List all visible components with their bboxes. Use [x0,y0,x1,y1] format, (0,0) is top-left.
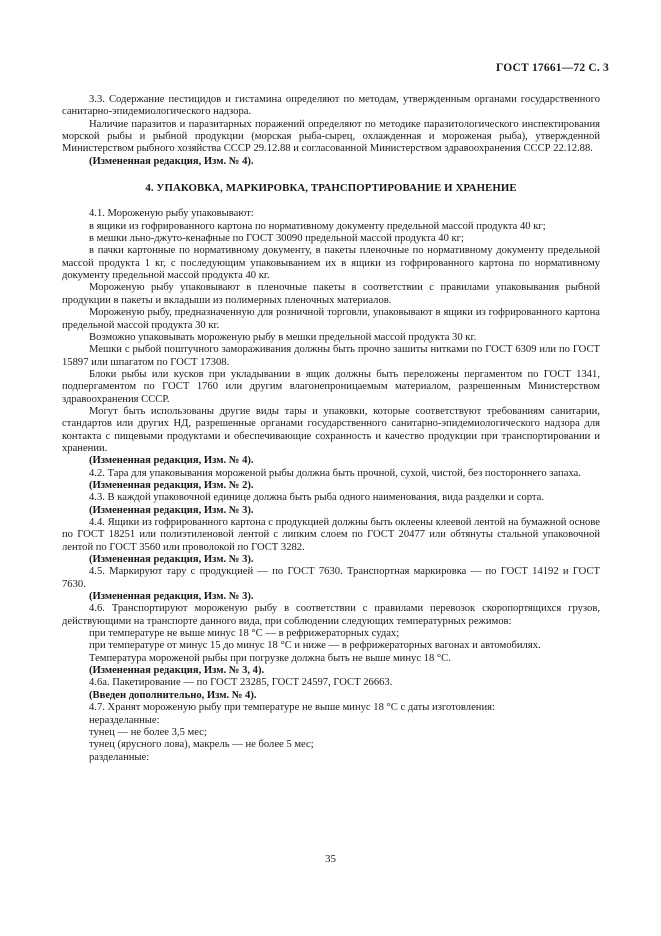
amendment-note: (Измененная редакция, Изм. № 3). [89,504,254,516]
paragraph: неразделанные: [89,714,160,726]
paragraph: 4.4. Ящики из гофрированного картона с продукцией должны быть оклеены клеевой лентой на бумажной основе по ГОСТ 18251 или полиэтиленовой лентой с липким слоем по ГОСТ 20477 или обтянуты стальной упаковочной лентой по ГОСТ 3560 или проволокой по ГОСТ 3282. [62,517,600,553]
section-4-content [62,208,600,763]
paragraph: Мешки с рыбой поштучного замораживания должны быть прочно зашиты нитками по ГОСТ 6309 или по ГОСТ 15897 или шпагатом по ГОСТ 17308. [62,344,600,368]
paragraph: в мешки льно-джуто-кенафные по ГОСТ 30090 предельной массой продукта 40 кг; [89,233,464,245]
amendment-note: (Измененная редакция, Изм. № 3). [89,554,254,566]
paragraph: Блоки рыбы или кусков при укладывании в ящик должны быть переложены пергаментом по ГОСТ 1341, подпергаментом по ГОСТ 1760 или другим влагонепроницаемым материалом, разрешенным Министерством здравоохранения СССР. [62,368,600,405]
amendment-note: (Измененная редакция, Изм. № 4). [89,455,254,467]
paragraph: Температура мороженой рыбы при погрузке должна быть не выше минус 18 °С. [89,652,451,664]
amendment-note: (Введен дополнительно, Изм. № 4). [89,689,257,701]
paragraph: 4.6а. Пакетирование — по ГОСТ 23285, ГОСТ 24597, ГОСТ 26663. [89,677,393,689]
paragraph: тунец — не более 3,5 мес; [89,726,207,738]
paragraph: 4.1. Мороженую рыбу упаковывают: [89,208,254,220]
paragraph: 4.7. Хранят мороженую рыбу при температуре не выше минус 18 °С с даты изготовления: [89,702,495,714]
paragraph: при температуре не выше минус 18 °С — в рефрижераторных судах; [89,628,400,640]
document-body [62,94,600,764]
paragraph: тунец (ярусного лова), макрель — не более 5 мес; [89,739,314,751]
section-4-title: 4. УПАКОВКА, МАРКИРОВКА, ТРАНСПОРТИРОВАНИЕ И ХРАНЕНИЕ [145,182,517,195]
paragraph: 4.3. В каждой упаковочной единице должна быть рыба одного наименования, вида разделки и сорта. [89,492,545,504]
paragraph: Наличие паразитов и паразитарных поражений определяют по методике паразитологического инспектирования морской рыбы и рыбной продукции (морская рыба-сырец, охлажденная и мороженая рыба), утвержденной Министерством рыбного хозяйства СССР 29.12.88 и согласованной Министерством здравоохранения СССР 22.12.88. [62,118,600,155]
paragraph: в пачки картонные по нормативному документу, в пакеты пленочные по нормативному документу предельной массой продукта 1 кг, с последующим упаковыванием их в ящики из гофрированного картона по нормативному документу предельной массой продукта 40 кг. [62,245,600,282]
paragraph: 4.5. Маркируют тару с продукцией — по ГОСТ 7630. Транспортная маркировка — по ГОСТ 14192 и ГОСТ 7630. [62,566,600,590]
paragraph: при температуре от минус 15 до минус 18 °С и ниже — в рефрижераторных вагонах и автомобилях. [89,640,541,652]
paragraph: Могут быть использованы другие виды тары и упаковки, которые соответствуют требованиям санитарии, стандартов или других НД, разрешенные органами государственного санитарно-эпидемиологического надзора для контакта с пищевыми продуктами и обеспечивающие сохранность и качество продукции при транспортировании и хранении. [62,405,600,454]
paragraph: Мороженую рыбу, предназначенную для розничной торговли, упаковывают в ящики из гофрированного картона предельной массой продукта 30 кг. [62,307,600,331]
paragraph: 4.2. Тара для упаковывания мороженой рыбы должна быть прочной, сухой, чистой, без постороннего запаха. [89,467,581,479]
paragraph: 3.3. Содержание пестицидов и гистамина определяют по методам, утвержденным органами государственного санитарно-эпидемиологического надзора. [62,94,600,118]
page-number: 35 [325,853,336,865]
paragraph: разделанные: [89,751,150,763]
amendment-note: (Измененная редакция, Изм. № 3, 4). [89,665,265,677]
amendment-note: (Измененная редакция, Изм. № 4). [89,155,254,167]
paragraph: Возможно упаковывать мороженую рыбу в мешки предельной массой продукта 30 кг. [89,331,477,343]
amendment-note: (Измененная редакция, Изм. № 3). [89,591,254,603]
amendment-note: (Измененная редакция, Изм. № 2). [89,479,254,491]
section-3-tail [62,94,600,168]
paragraph: 4.6. Транспортируют мороженую рыбу в соответствии с правилами перевозок скоропортящихся грузов, действующими на транспорте данного вида, при соблюдении следующих температурных режимов: [62,603,600,627]
paragraph: в ящики из гофрированного картона по нормативному документу предельной массой продукта 40 кг; [89,220,546,232]
paragraph: Мороженую рыбу упаковывают в пленочные пакеты в соответствии с правилами упаковывания рыбной продукции в пакеты и вкладыши из полимерных пленочных материалов. [62,282,600,306]
document-header: ГОСТ 17661—72 С. 3 [496,62,609,74]
